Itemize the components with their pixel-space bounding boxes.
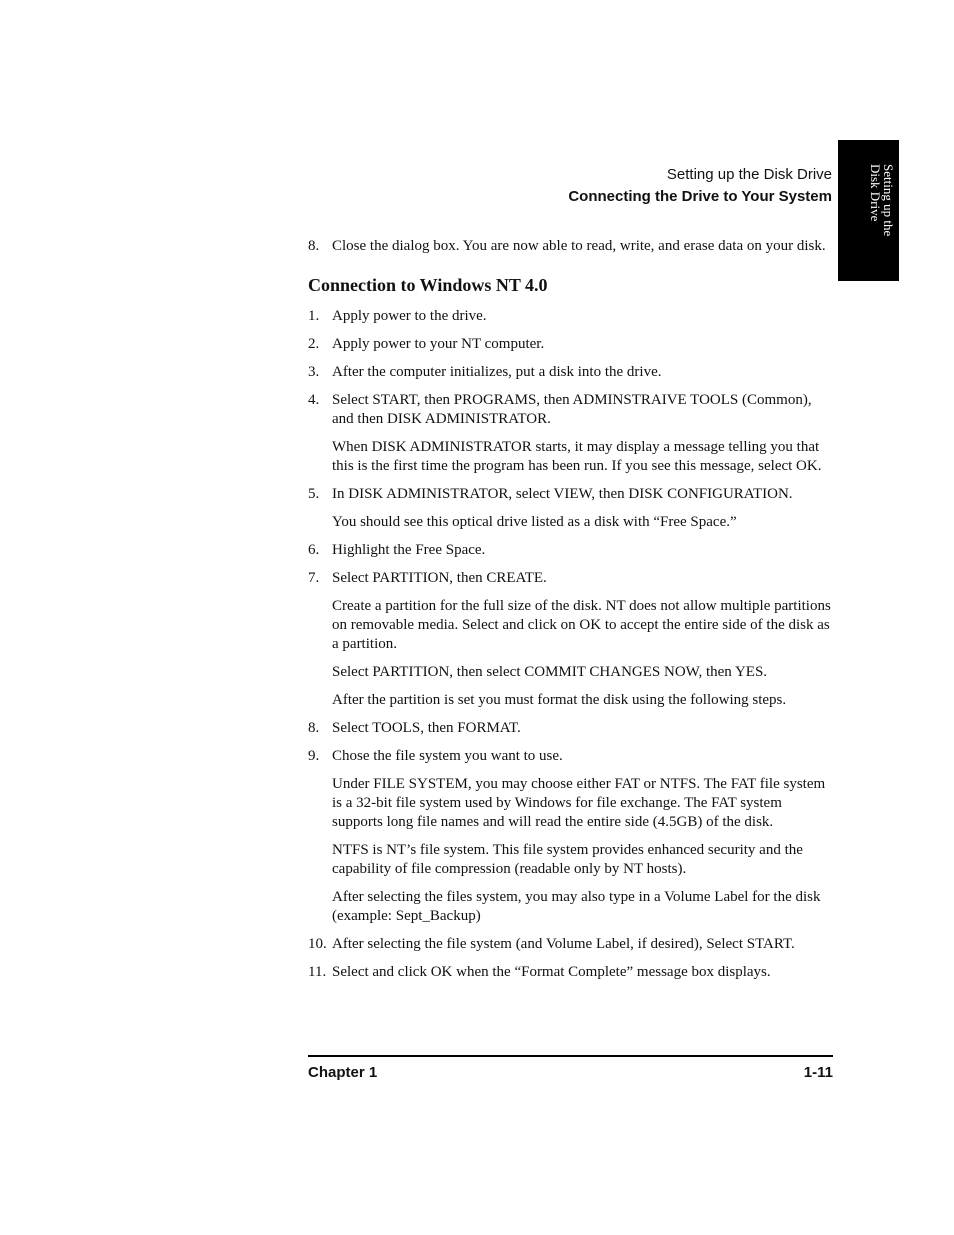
header-chapter-title: Setting up the Disk Drive	[666, 166, 832, 183]
step-text: Chose the file system you want to use.	[332, 748, 563, 764]
step-text: Apply power to your NT computer.	[332, 336, 545, 352]
instruction-note: When DISK ADMINISTRATOR starts, it may display a message telling you that this is the first time the program has been run. If you see this message, select OK.	[332, 439, 822, 474]
step-text: Select TOOLS, then FORMAT.	[332, 720, 521, 736]
step-text: Highlight the Free Space.	[332, 542, 486, 558]
step-number: 5.	[308, 486, 320, 502]
instruction-step	[308, 391, 834, 429]
page-footer	[308, 1063, 833, 1083]
instruction-step	[308, 747, 834, 766]
instruction-list	[308, 307, 834, 982]
step-number: 9.	[308, 748, 320, 764]
instruction-note: After selecting the files system, you may also type in a Volume Label for the disk (example: Sept_Backup)	[332, 889, 821, 924]
step-text: In DISK ADMINISTRATOR, select VIEW, then DISK CONFIGURATION.	[332, 486, 793, 502]
instruction-step	[308, 935, 834, 954]
footer-chapter: Chapter 1	[308, 1064, 378, 1081]
footer-page-number: 1-11	[803, 1064, 833, 1081]
thumb-tab-line2: Disk Drive	[868, 164, 883, 222]
instruction-step	[308, 541, 834, 560]
section-heading: Connection to Windows NT 4.0	[308, 275, 548, 295]
instruction-step	[308, 307, 834, 326]
instruction-note: Under FILE SYSTEM, you may choose either FAT or NTFS. The FAT file system is a 32-bit file system used by Windows for file exchange. The FAT system supports long file names and will read the entire side (4.5GB) of the disk.	[332, 776, 826, 830]
step-text: After selecting the file system (and Volume Label, if desired), Select START.	[332, 936, 795, 952]
step-text: After the computer initializes, put a disk into the drive.	[332, 364, 662, 380]
step-number: 1.	[308, 308, 320, 324]
step-number: 10.	[308, 936, 327, 952]
step-number: 8.	[308, 720, 320, 736]
intro-step	[308, 237, 834, 256]
thumb-tab-line1: Setting up the	[881, 164, 896, 237]
step-number: 8.	[308, 238, 320, 254]
instruction-step	[308, 335, 834, 354]
instruction-step	[308, 363, 834, 382]
footer-rule	[308, 1055, 833, 1057]
thumb-tab-label	[869, 164, 895, 274]
instruction-note: NTFS is NT’s file system. This file system provides enhanced security and the capability of file compression (readable only by NT hosts).	[332, 842, 803, 877]
step-text: Select START, then PROGRAMS, then ADMINSTRAIVE TOOLS (Common), and then DISK ADMINISTRATOR.	[332, 392, 812, 427]
step-text: Select and click OK when the “Format Complete” message box displays.	[332, 964, 771, 980]
instruction-note: Create a partition for the full size of the disk. NT does not allow multiple partitions on removable media. Select and click on OK to accept the entire side of the disk as a partition.	[332, 598, 831, 652]
instruction-note: Select PARTITION, then select COMMIT CHANGES NOW, then YES.	[332, 664, 768, 680]
step-text: Apply power to the drive.	[332, 308, 487, 324]
step-text: Select PARTITION, then CREATE.	[332, 570, 547, 586]
step-number: 3.	[308, 364, 320, 380]
step-number: 7.	[308, 570, 320, 586]
header-section-title: Connecting the Drive to Your System	[568, 188, 832, 205]
step-number: 2.	[308, 336, 320, 352]
instruction-step	[308, 485, 834, 504]
instruction-note: After the partition is set you must format the disk using the following steps.	[332, 692, 787, 708]
instruction-note: You should see this optical drive listed as a disk with “Free Space.”	[332, 514, 737, 530]
step-number: 6.	[308, 542, 320, 558]
instruction-step	[308, 719, 834, 738]
instruction-step	[308, 963, 834, 982]
step-number: 11.	[308, 964, 327, 980]
step-text: Close the dialog box. You are now able to read, write, and erase data on your disk.	[332, 238, 826, 254]
chapter-thumb-tab	[838, 140, 899, 281]
running-header	[568, 164, 832, 208]
instruction-step	[308, 569, 834, 588]
page-body	[308, 237, 834, 991]
step-number: 4.	[308, 392, 320, 408]
